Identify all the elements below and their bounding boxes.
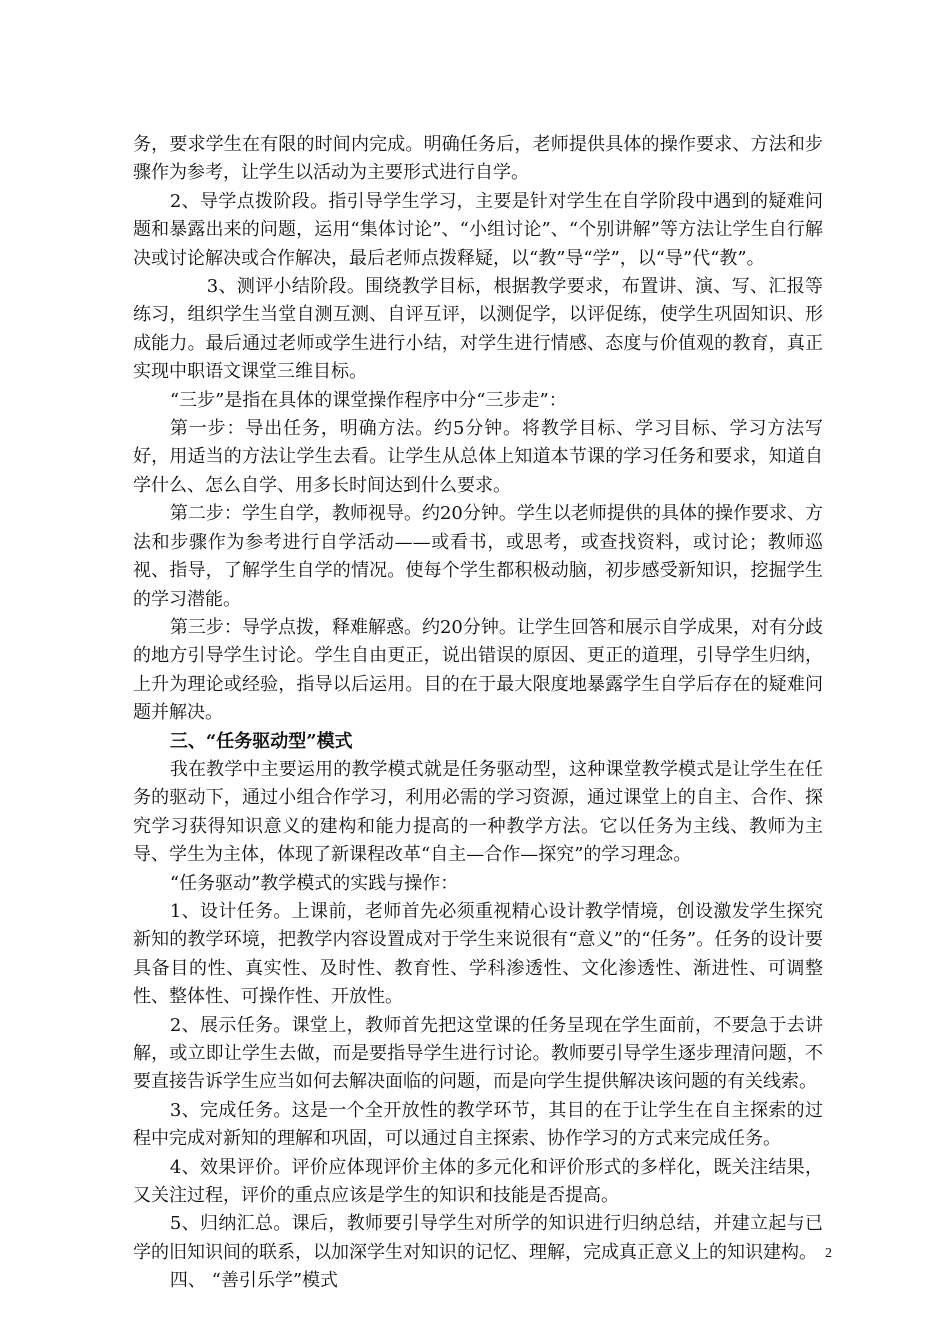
paragraph-stage-3: 3、测评小结阶段。围绕教学目标，根据教学要求，布置讲、演、写、汇报等练习，组织学生当堂自测互测、自评互评，以测促学，以评促练，使学生巩固知识、形成能力。最后通过老师或学生进行小结，对学生进行情感、态度与价值观的教育，真正实现中职语文课堂三维目标。 (133, 276, 823, 383)
page-body (133, 131, 823, 1296)
paragraph-three-steps-intro: “三步”是指在具体的课堂操作程序中分“三步走”： (169, 389, 567, 411)
paragraph-task-driven-intro: 我在教学中主要运用的教学模式就是任务驱动型，这种课堂教学模式是让学生在任务的驱动下，通过小组合作学习，利用必需的学习资源，通过课堂上的自主、合作、探究学习获得知识意义的建构和能力提高的一种教学方法。它以任务为主线、教师为主导、学生为主体，体现了新课程改革“自主—合作—探究”的学习理念。 (133, 758, 823, 866)
page-number: 2 (825, 1246, 832, 1261)
section-heading-3: 三、“任务驱动型”模式 (169, 730, 353, 752)
paragraph-stage-2: 2、导学点拨阶段。指引导学生学习，主要是针对学生在自学阶段中遇到的疑难问题和暴露出来的问题，运用“集体讨论”、“小组讨论”、“个别讲解”等方法让学生自行解决或讨论解决或合作解决，最后老师点拨释疑，以“教”导“学”，以“导”代“教”。 (133, 190, 823, 269)
paragraph-step-2: 第二步：学生自学，教师视导。约20分钟。学生以老师提供的具体的操作要求、方法和步骤作为参考进行自学活动——或看书，或思考，或查找资料，或讨论；教师巡视、指导，了解学生自学的情况。使每个学生都积极动脑，初步感受新知识，挖掘学生的学习潜能。 (133, 503, 823, 610)
paragraph-evaluation: 4、效果评价。评价应体现评价主体的多元化和评价形式的多样化，既关注结果，又关注过程，评价的重点应该是学生的知识和技能是否提高。 (133, 1156, 823, 1207)
paragraph-design-task: 1、设计任务。上课前，老师首先必须重视精心设计教学情境，创设激发学生探究新知的教学环境，把教学内容设置成对于学生来说很有“意义”的“任务”。任务的设计要具备目的性、真实性、及时性、教育性、学科渗透性、文化渗透性、渐进性、可调整性、整体性、可操作性、开放性。 (133, 900, 823, 1008)
paragraph-continuation: 务，要求学生在有限的时间内完成。明确任务后，老师提供具体的操作要求、方法和步骤作为参考，让学生以活动为主要形式进行自学。 (133, 134, 823, 184)
paragraph-summary: 5、归纳汇总。课后，教师要引导学生对所学的知识进行归纳总结，并建立起与已学的旧知识间的联系，以加深学生对知识的记忆、理解，完成真正意义上的知识建构。 (133, 1213, 823, 1263)
paragraph-practice-intro: “任务驱动”教学模式的实践与操作： (169, 872, 459, 894)
paragraph-step-1: 第一步：导出任务，明确方法。约5分钟。将教学目标、学习目标、学习方法写好，用适当的方法让学生去看。让学生从总体上知道本节课的学习任务和要求，知道自学什么、怎么自学、用多长时间达到什么要求。 (133, 418, 823, 496)
paragraph-show-task: 2、展示任务。课堂上，教师首先把这堂课的任务呈现在学生面前，不要急于去讲解，或立即让学生去做，而是要指导学生进行讨论。教师要引导学生逐步理清问题，不要直接告诉学生应当如何去解决面临的问题，而是向学生提供解决该问题的有关线索。 (133, 1014, 823, 1093)
paragraph-step-3: 第三步：导学点拨，释难解惑。约20分钟。让学生回答和展示自学成果，对有分歧的地方引导学生讨论。学生自由更正，说出错误的原因、更正的道理，引导学生归纳，上升为理论或经验，指导以后运用。目的在于最大限度地暴露学生自学后存在的疑难问题并解决。 (133, 616, 823, 724)
section-heading-4: 四、 “善引乐学”模式 (169, 1270, 339, 1292)
paragraph-complete-task: 3、完成任务。这是一个全开放性的教学环节，其目的在于让学生在自主探索的过程中完成对新知的理解和巩固，可以通过自主探索、协作学习的方式来完成任务。 (133, 1099, 823, 1150)
